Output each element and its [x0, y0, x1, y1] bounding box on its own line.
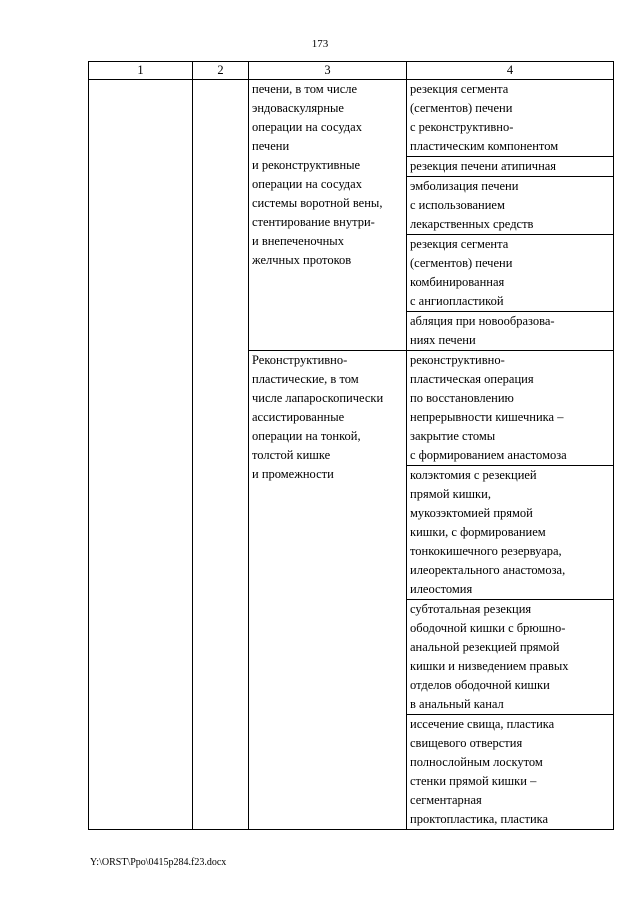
- procedure-cell: резекция печени атипичная: [407, 157, 614, 177]
- column-1-cell: [89, 80, 193, 830]
- column-header-3: 3: [249, 62, 407, 80]
- column-header-4: 4: [407, 62, 614, 80]
- column-2-cell: [193, 80, 249, 830]
- procedure-cell: резекция сегмента (сегментов) печени с реконструктивно- пластическим компонентом: [407, 80, 614, 157]
- procedure-cell: колэктомия с резекцией прямой кишки, мукозэктомией прямой кишки, с формированием тонкокишечного резервуара, илеоректального анастомоза, илеостомия: [407, 466, 614, 600]
- procedure-cell: реконструктивно- пластическая операция по восстановлению непрерывности кишечника – закрытие стомы с формированием анастомоза: [407, 351, 614, 466]
- page-number: 173: [311, 38, 329, 50]
- document-path-footer: Y:\ORST\Ppo\0415p284.f23.docx: [90, 857, 227, 868]
- procedure-cell: субтотальная резекция ободочной кишки с брюшно- анальной резекцией прямой кишки и низведением правых отделов ободочной кишки в анальный канал: [407, 600, 614, 715]
- column-header-1: 1: [89, 62, 193, 80]
- procedure-cell: абляция при новообразова- ниях печени: [407, 312, 614, 351]
- group-description-intestine: Реконструктивно- пластические, в том числе лапароскопически ассистированные операции на тонкой, толстой кишке и промежности: [249, 351, 407, 830]
- procedure-cell: иссечение свища, пластика свищевого отверстия полнослойным лоскутом стенки прямой кишки – сегментарная проктопластика, пластика: [407, 715, 614, 830]
- procedure-cell: резекция сегмента (сегментов) печени комбинированная с ангиопластикой: [407, 235, 614, 312]
- procedures-table: [88, 61, 614, 830]
- procedure-cell: эмболизация печени с использованием лекарственных средств: [407, 177, 614, 235]
- table-row: [89, 80, 614, 157]
- table-header-row: [89, 62, 614, 80]
- column-header-2: 2: [193, 62, 249, 80]
- group-description-liver: печени, в том числе эндоваскулярные операции на сосудах печени и реконструктивные операции на сосудах системы воротной вены, стентирование внутри- и внепеченочных желчных протоков: [249, 80, 407, 351]
